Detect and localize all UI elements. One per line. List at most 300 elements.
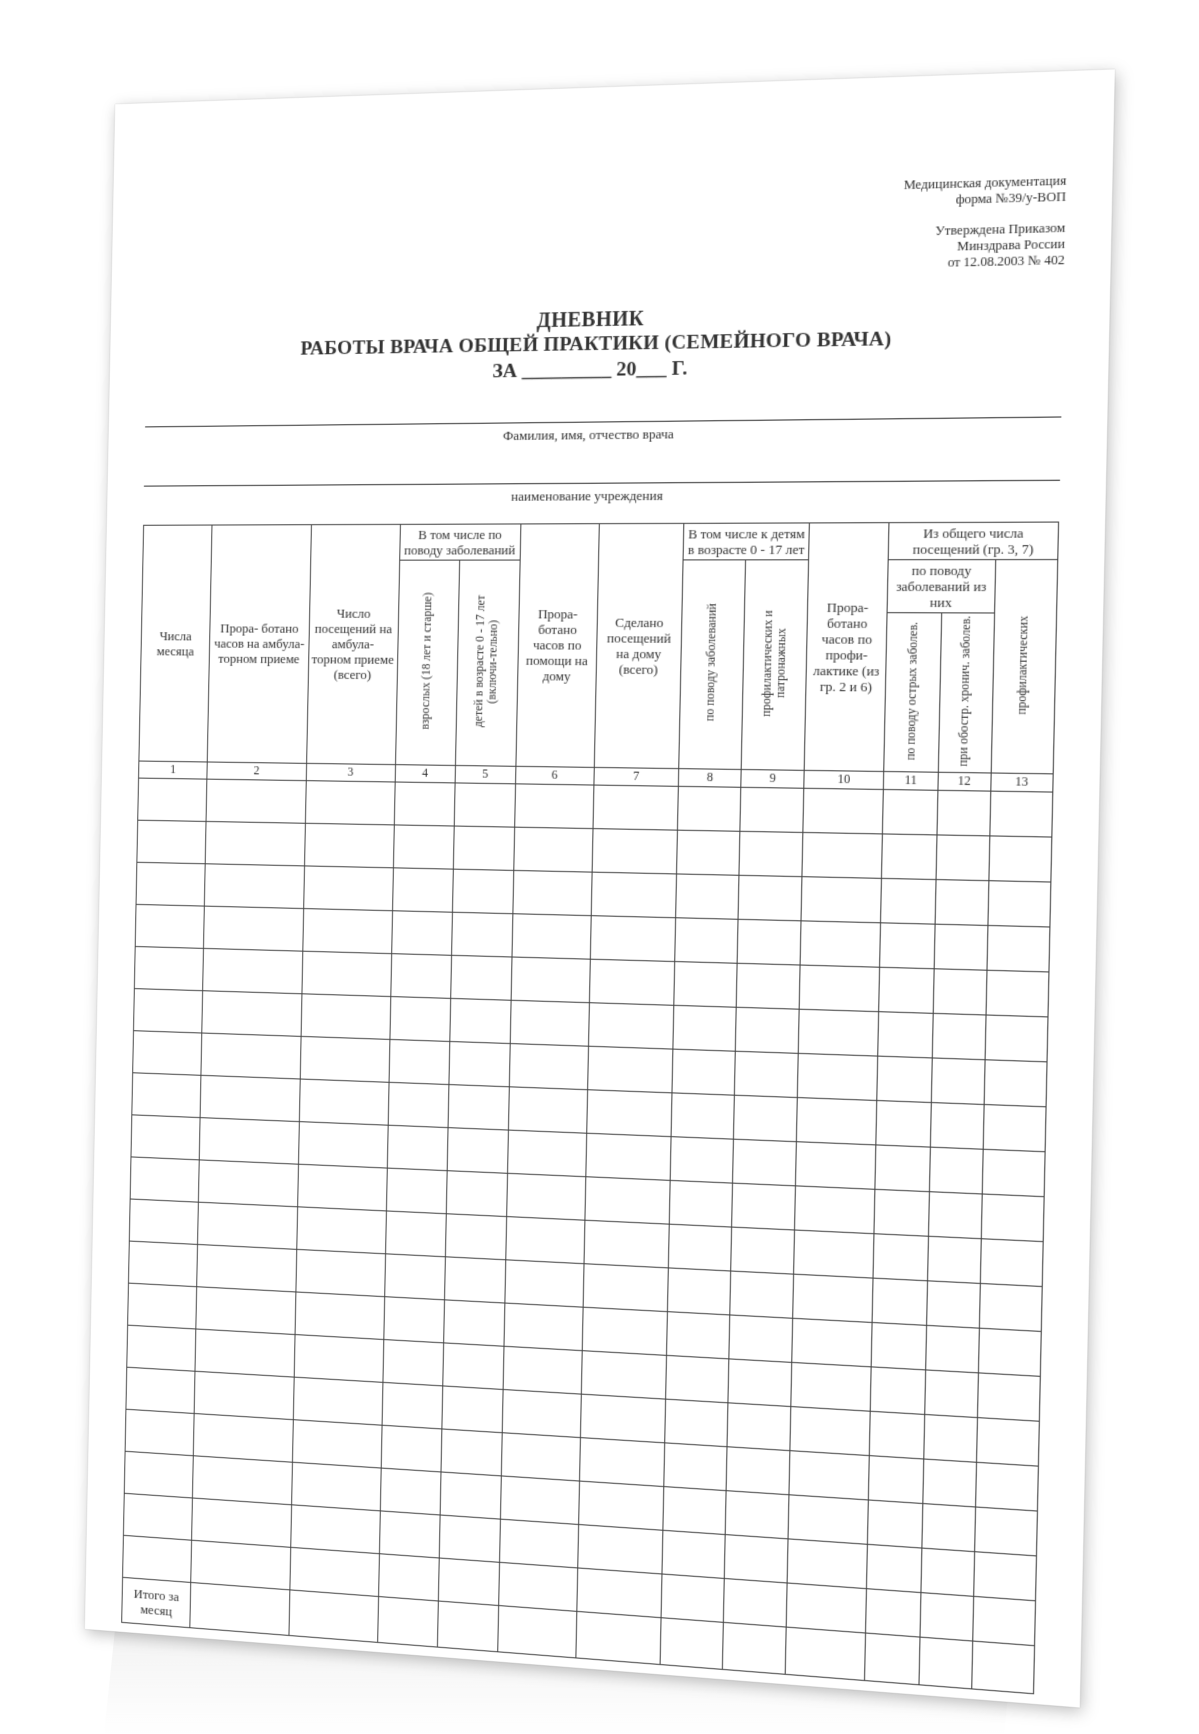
table-cell[interactable]: [296, 1249, 386, 1296]
table-cell[interactable]: [497, 1605, 576, 1657]
group-header-4-5: В том числе по поводу заболеваний: [399, 524, 520, 560]
table-cell[interactable]: [802, 832, 883, 878]
table-cell[interactable]: [931, 1058, 985, 1105]
table-cell[interactable]: [870, 1411, 925, 1459]
table-cell[interactable]: [578, 1481, 664, 1530]
table-cell[interactable]: [868, 1500, 923, 1548]
table-cell[interactable]: [297, 1164, 387, 1211]
doctor-name-caption: Фамилия, имя, отчество врача: [502, 425, 674, 444]
table-cell[interactable]: [502, 1389, 581, 1437]
table-cell[interactable]: [801, 876, 882, 922]
table-cell[interactable]: [920, 1592, 973, 1640]
table-cell[interactable]: [876, 1100, 931, 1147]
table-cell[interactable]: [927, 1280, 980, 1327]
table-cell[interactable]: [302, 908, 392, 953]
table-cell[interactable]: [510, 1000, 589, 1046]
table-cell[interactable]: [738, 875, 802, 921]
table-cell[interactable]: [977, 1373, 1040, 1421]
group-header-8-9: В том числе к детям в возрасте 0 - 17 лет: [683, 523, 809, 560]
table-cell[interactable]: [195, 1329, 294, 1377]
table-cell[interactable]: [381, 1425, 442, 1472]
table-cell[interactable]: [132, 1072, 201, 1117]
table-cell[interactable]: [579, 1437, 665, 1486]
table-cell[interactable]: [988, 880, 1051, 926]
table-cell[interactable]: [926, 1325, 979, 1372]
col-number: 8: [679, 768, 742, 787]
table-cell[interactable]: [200, 1075, 299, 1121]
col-header-7: Сделано посещений на дому (всего): [594, 523, 684, 768]
table-cell[interactable]: [130, 1157, 199, 1202]
col-number: 10: [804, 770, 884, 789]
table-cell[interactable]: [382, 1382, 443, 1429]
table-cell[interactable]: [390, 996, 451, 1041]
table-cell[interactable]: [919, 1637, 973, 1689]
table-cell[interactable]: [724, 1534, 788, 1582]
table-cell[interactable]: [593, 785, 679, 830]
table-cell[interactable]: [733, 1139, 797, 1186]
table-cell[interactable]: [661, 1574, 724, 1622]
table-cell[interactable]: [933, 968, 987, 1014]
table-cell[interactable]: [989, 836, 1052, 882]
table-cell[interactable]: [450, 955, 511, 1000]
col-header-8: по поводу заболеваний: [679, 560, 746, 769]
table-cell[interactable]: [509, 1043, 588, 1089]
table-cell[interactable]: [498, 1562, 577, 1611]
table-cell[interactable]: [501, 1432, 580, 1480]
table-cell[interactable]: [872, 1278, 927, 1325]
table-cell[interactable]: [127, 1325, 196, 1371]
table-cell[interactable]: [290, 1504, 380, 1553]
diary-table: [121, 522, 1059, 1694]
table-cell[interactable]: [513, 827, 592, 872]
table-cell[interactable]: [790, 1406, 870, 1455]
table-cell[interactable]: [873, 1233, 928, 1280]
table-cell[interactable]: [125, 1409, 194, 1456]
table-cell[interactable]: [128, 1283, 197, 1329]
table-cell[interactable]: [305, 780, 395, 824]
table-cell[interactable]: [513, 870, 592, 915]
table-cell[interactable]: [441, 1429, 502, 1476]
table-cell[interactable]: [439, 1515, 500, 1562]
table-cell[interactable]: [791, 1362, 871, 1411]
table-cell[interactable]: [506, 1173, 585, 1220]
table-cell[interactable]: [798, 1053, 878, 1100]
table-cell[interactable]: [131, 1115, 200, 1160]
table-cell[interactable]: [677, 830, 740, 875]
table-cell[interactable]: [581, 1350, 667, 1398]
table-cell[interactable]: [665, 1399, 728, 1447]
table-cell[interactable]: [451, 912, 512, 957]
table-cell[interactable]: [987, 925, 1050, 972]
table-cell[interactable]: [734, 1095, 798, 1142]
table-cell[interactable]: [675, 917, 738, 963]
table-cell[interactable]: [134, 946, 203, 990]
header-row-1: [143, 522, 1059, 560]
col-number: 13: [990, 773, 1053, 792]
table-cell[interactable]: [975, 1462, 1038, 1511]
table-cell[interactable]: [126, 1367, 195, 1413]
table-cell[interactable]: [727, 1402, 791, 1450]
table-cell[interactable]: [983, 1104, 1046, 1151]
table-cell[interactable]: [668, 1268, 731, 1315]
table-cell[interactable]: [990, 791, 1053, 837]
table-cell[interactable]: [123, 1493, 192, 1540]
table-cell[interactable]: [925, 1370, 978, 1418]
table-cell[interactable]: [394, 782, 455, 826]
table-cell[interactable]: [986, 970, 1049, 1017]
table-cell[interactable]: [664, 1443, 727, 1491]
table-cell[interactable]: [589, 959, 675, 1005]
table-cell[interactable]: [304, 823, 394, 868]
approved-ministry: Минздрава России: [956, 236, 1066, 254]
table-cell[interactable]: [865, 1633, 920, 1685]
table-cell[interactable]: [296, 1206, 386, 1253]
table-cell[interactable]: [932, 1013, 986, 1059]
table-cell[interactable]: [299, 1079, 389, 1125]
table-cell[interactable]: [789, 1450, 869, 1499]
table-cell[interactable]: [660, 1617, 723, 1669]
table-cell[interactable]: [666, 1355, 729, 1402]
table-cell[interactable]: [786, 1583, 866, 1633]
table-cell[interactable]: [295, 1292, 385, 1340]
table-cell[interactable]: [194, 1413, 293, 1462]
table-cell[interactable]: [508, 1086, 587, 1132]
table-cell[interactable]: [380, 1468, 441, 1515]
table-cell[interactable]: [803, 788, 884, 834]
table-cell[interactable]: [199, 1160, 298, 1207]
table-cell[interactable]: [197, 1244, 296, 1291]
table-cell[interactable]: [442, 1343, 503, 1390]
table-cell[interactable]: [444, 1256, 505, 1302]
table-cell[interactable]: [671, 1093, 734, 1139]
table-cell[interactable]: [669, 1180, 732, 1227]
table-cell[interactable]: [505, 1259, 584, 1306]
table-cell[interactable]: [662, 1530, 725, 1578]
table-cell[interactable]: [203, 948, 303, 993]
table-cell[interactable]: [877, 1056, 932, 1102]
table-cell[interactable]: [674, 961, 737, 1007]
approved-date: от 12.08.2003 № 402: [947, 252, 1065, 270]
table-cell[interactable]: [797, 1097, 877, 1144]
table-cell[interactable]: [735, 1051, 799, 1097]
table-cell[interactable]: [391, 910, 452, 955]
col-number: 7: [594, 767, 679, 786]
table-cell[interactable]: [205, 821, 305, 865]
table-cell[interactable]: [673, 1005, 736, 1051]
table-cell[interactable]: [676, 874, 739, 919]
table-cell[interactable]: [205, 863, 305, 908]
table-cell[interactable]: [575, 1611, 661, 1664]
table-cell[interactable]: [867, 1544, 922, 1592]
table-cell[interactable]: [377, 1596, 438, 1647]
table-cell[interactable]: [437, 1601, 498, 1652]
table-cell[interactable]: [390, 953, 451, 998]
table-cell[interactable]: [672, 1049, 735, 1095]
table-cell[interactable]: [985, 1015, 1048, 1062]
table-cell[interactable]: [923, 1459, 976, 1507]
table-cell[interactable]: [447, 1127, 508, 1173]
table-cell[interactable]: [379, 1511, 440, 1558]
table-cell[interactable]: [290, 1547, 380, 1596]
table-cell[interactable]: [935, 879, 989, 925]
table-cell[interactable]: [866, 1588, 921, 1636]
table-cell[interactable]: [871, 1322, 926, 1369]
table-cell[interactable]: [137, 820, 206, 864]
table-cell[interactable]: [882, 834, 937, 880]
document-sheet: [85, 69, 1115, 1707]
table-cell[interactable]: [592, 828, 678, 873]
table-cell[interactable]: [879, 967, 934, 1013]
table-cell[interactable]: [669, 1224, 732, 1271]
table-cell[interactable]: [800, 921, 880, 967]
table-cell[interactable]: [878, 1011, 933, 1057]
table-cell[interactable]: [663, 1486, 726, 1534]
table-cell[interactable]: [136, 862, 205, 906]
table-cell[interactable]: [499, 1519, 578, 1568]
table-cell[interactable]: [514, 784, 593, 829]
table-cell[interactable]: [740, 787, 804, 832]
table-cell[interactable]: [976, 1417, 1039, 1466]
col-header-6: Прора- ботано часов по помощи на дому: [516, 524, 599, 767]
table-cell[interactable]: [385, 1211, 446, 1257]
table-cell[interactable]: [194, 1371, 293, 1419]
table-cell[interactable]: [206, 779, 306, 823]
table-cell[interactable]: [201, 1033, 300, 1079]
table-cell[interactable]: [726, 1446, 790, 1494]
table-cell[interactable]: [128, 1241, 197, 1287]
table-cell[interactable]: [129, 1199, 198, 1244]
table-cell[interactable]: [392, 868, 453, 912]
table-cell[interactable]: [445, 1213, 506, 1259]
table-cell[interactable]: [383, 1339, 444, 1385]
table-cell[interactable]: [793, 1274, 873, 1322]
table-cell[interactable]: [190, 1582, 289, 1635]
table-cell[interactable]: [737, 919, 801, 965]
table-cell[interactable]: [795, 1186, 875, 1234]
col-number: 2: [207, 762, 306, 781]
table-cell[interactable]: [293, 1377, 383, 1425]
form-number: форма №39/у-ВОП: [955, 189, 1067, 207]
table-cell[interactable]: [384, 1253, 445, 1299]
table-cell[interactable]: [735, 1007, 799, 1053]
table-cell[interactable]: [389, 1039, 450, 1084]
table-cell[interactable]: [450, 998, 511, 1043]
table-cell[interactable]: [979, 1283, 1042, 1331]
table-cell[interactable]: [678, 786, 741, 831]
table-cell[interactable]: [302, 951, 392, 996]
table-cell[interactable]: [929, 1147, 983, 1194]
table-cell[interactable]: [736, 963, 800, 1009]
col-header-12: при обостр. хронич. заболев.: [938, 613, 994, 773]
table-cell[interactable]: [973, 1551, 1036, 1600]
table-cell[interactable]: [792, 1318, 872, 1367]
table-cell[interactable]: [875, 1145, 930, 1192]
table-cell[interactable]: [869, 1455, 924, 1503]
col-header-2: Прора- ботано часов на амбула- торном приеме: [208, 525, 312, 763]
col-number: 5: [455, 765, 516, 783]
col-header-1: Числа месяца: [139, 525, 212, 762]
table-cell[interactable]: [730, 1271, 794, 1318]
table-cell[interactable]: [788, 1494, 868, 1544]
col-header-3: Число посещений на амбула- торном приеме (всего): [306, 524, 400, 764]
institution-line[interactable]: [144, 441, 1061, 487]
table-cell[interactable]: [787, 1539, 867, 1589]
table-cell[interactable]: [202, 990, 302, 1036]
table-cell[interactable]: [512, 913, 591, 958]
group-header-11-12: по поводу заболеваний из них: [887, 560, 995, 613]
doc-type: Медицинская документация: [903, 172, 1067, 193]
table-cell[interactable]: [924, 1414, 977, 1462]
table-cell[interactable]: [731, 1227, 795, 1274]
table-cell[interactable]: [191, 1540, 290, 1590]
table-cell[interactable]: [928, 1191, 982, 1238]
table-cell[interactable]: [504, 1303, 583, 1351]
table-cell[interactable]: [507, 1130, 586, 1177]
table-cell[interactable]: [798, 1009, 878, 1056]
col-header-9: профилактических и патронажных: [741, 560, 808, 770]
table-cell[interactable]: [728, 1359, 792, 1407]
table-cell[interactable]: [981, 1194, 1044, 1242]
table-cell[interactable]: [585, 1133, 671, 1180]
title-line-1: ДНЕВНИК: [536, 307, 645, 333]
table-cell[interactable]: [388, 1082, 449, 1127]
table-cell[interactable]: [586, 1089, 672, 1136]
table-cell[interactable]: [667, 1311, 730, 1358]
table-cell[interactable]: [383, 1296, 444, 1342]
table-cell[interactable]: [982, 1149, 1045, 1196]
table-cell[interactable]: [724, 1578, 788, 1627]
table-cell[interactable]: [511, 957, 590, 1003]
col-header-5: детей в возрасте 0 - 17 лет (включи-тельно): [455, 560, 520, 766]
title-line-2: РАБОТЫ ВРАЧА ОБЩЕЙ ПРАКТИКИ (СЕМЕЙНОГО ВРАЧА): [300, 328, 892, 360]
form-corner-stamp: [148, 173, 1067, 288]
table-cell[interactable]: [590, 915, 676, 961]
table-cell[interactable]: [871, 1367, 926, 1415]
approved-by: Утверждена Приказом: [935, 220, 1066, 239]
table-cell[interactable]: [124, 1451, 193, 1498]
table-cell[interactable]: [584, 1220, 670, 1268]
table-cell[interactable]: [880, 922, 935, 968]
table-cell[interactable]: [443, 1299, 504, 1345]
table-cell[interactable]: [393, 825, 454, 869]
table-cell[interactable]: [505, 1216, 584, 1263]
table-cell[interactable]: [198, 1202, 297, 1249]
group-header-11-13: Из общего числа посещений (гр. 3, 7): [888, 522, 1058, 560]
table-cell[interactable]: [739, 831, 803, 876]
table-cell[interactable]: [922, 1503, 975, 1551]
table-cell[interactable]: [449, 1041, 510, 1086]
table-cell[interactable]: [378, 1553, 439, 1600]
table-cell[interactable]: [591, 872, 677, 918]
table-cell[interactable]: [301, 993, 391, 1039]
table-cell[interactable]: [134, 988, 203, 1032]
table-cell[interactable]: [972, 1596, 1035, 1645]
table-cell[interactable]: [138, 778, 207, 821]
table-cell[interactable]: [291, 1462, 381, 1511]
table-cell[interactable]: [576, 1568, 662, 1618]
table-cell[interactable]: [452, 869, 513, 914]
table-cell[interactable]: [934, 924, 988, 970]
table-cell[interactable]: [874, 1189, 929, 1236]
col-header-4: взрослых (18 лет и старше): [395, 560, 459, 765]
table-cell[interactable]: [133, 1030, 202, 1075]
table-cell[interactable]: [881, 878, 936, 924]
table-cell[interactable]: [794, 1230, 874, 1278]
table-cell[interactable]: [585, 1176, 671, 1223]
title-line-3: ЗА _________ 20___ Г.: [492, 357, 688, 383]
table-cell[interactable]: [123, 1535, 192, 1582]
table-cell[interactable]: [670, 1136, 733, 1182]
table-cell[interactable]: [446, 1170, 507, 1216]
table-cell[interactable]: [588, 1002, 674, 1048]
table-cell[interactable]: [500, 1476, 579, 1525]
table-cell[interactable]: [298, 1121, 388, 1167]
table-cell[interactable]: [204, 906, 304, 951]
table-cell[interactable]: [723, 1622, 787, 1674]
table-cell[interactable]: [387, 1125, 448, 1170]
table-cell[interactable]: [503, 1346, 582, 1394]
col-header-11: по поводу острых заболев.: [884, 613, 942, 772]
table-cell[interactable]: [200, 1117, 299, 1164]
col-number: 1: [139, 761, 208, 779]
table-cell[interactable]: [883, 789, 938, 834]
table-cell[interactable]: [192, 1498, 291, 1547]
table-cell[interactable]: [196, 1286, 295, 1334]
table-cell[interactable]: [921, 1548, 974, 1596]
table-cell[interactable]: [930, 1102, 984, 1149]
col-number: 11: [884, 771, 939, 790]
total-label: Итого за месяц: [122, 1577, 191, 1627]
table-cell[interactable]: [580, 1394, 666, 1443]
table-cell[interactable]: [440, 1472, 501, 1519]
table-cell[interactable]: [448, 1084, 509, 1130]
table-cell[interactable]: [303, 866, 393, 911]
table-cell[interactable]: [438, 1558, 499, 1606]
table-cell[interactable]: [974, 1507, 1037, 1556]
col-header-13: профилактических: [991, 560, 1058, 774]
table-cell[interactable]: [294, 1334, 384, 1382]
table-cell[interactable]: [386, 1168, 447, 1214]
table-cell[interactable]: [732, 1183, 796, 1230]
table-cell[interactable]: [936, 835, 990, 881]
table-cell[interactable]: [927, 1236, 980, 1283]
table-cell[interactable]: [583, 1263, 669, 1311]
table-cell[interactable]: [587, 1046, 673, 1093]
table-cell[interactable]: [193, 1455, 292, 1504]
table-cell[interactable]: [453, 826, 514, 870]
table-cell[interactable]: [289, 1590, 379, 1643]
table-cell[interactable]: [729, 1315, 793, 1362]
table-cell[interactable]: [300, 1036, 390, 1082]
table-cell[interactable]: [135, 904, 204, 948]
col-header-10: Прора- ботано часов по профи- лактике (из гр. 2 и 6): [804, 523, 889, 772]
table-cell[interactable]: [785, 1627, 865, 1680]
table-cell[interactable]: [799, 965, 879, 1012]
table-cell[interactable]: [577, 1524, 663, 1574]
table-cell[interactable]: [442, 1386, 503, 1433]
table-cell[interactable]: [725, 1490, 789, 1538]
table-cell[interactable]: [978, 1328, 1041, 1376]
table-cell[interactable]: [292, 1419, 382, 1467]
table-cell[interactable]: [582, 1307, 668, 1355]
table-cell[interactable]: [937, 790, 991, 836]
table-cell[interactable]: [796, 1141, 876, 1189]
table-cell[interactable]: [971, 1641, 1034, 1694]
table-cell[interactable]: [984, 1059, 1047, 1106]
table-cell[interactable]: [980, 1238, 1043, 1286]
col-number: 9: [741, 769, 804, 788]
table-cell[interactable]: [454, 783, 515, 827]
